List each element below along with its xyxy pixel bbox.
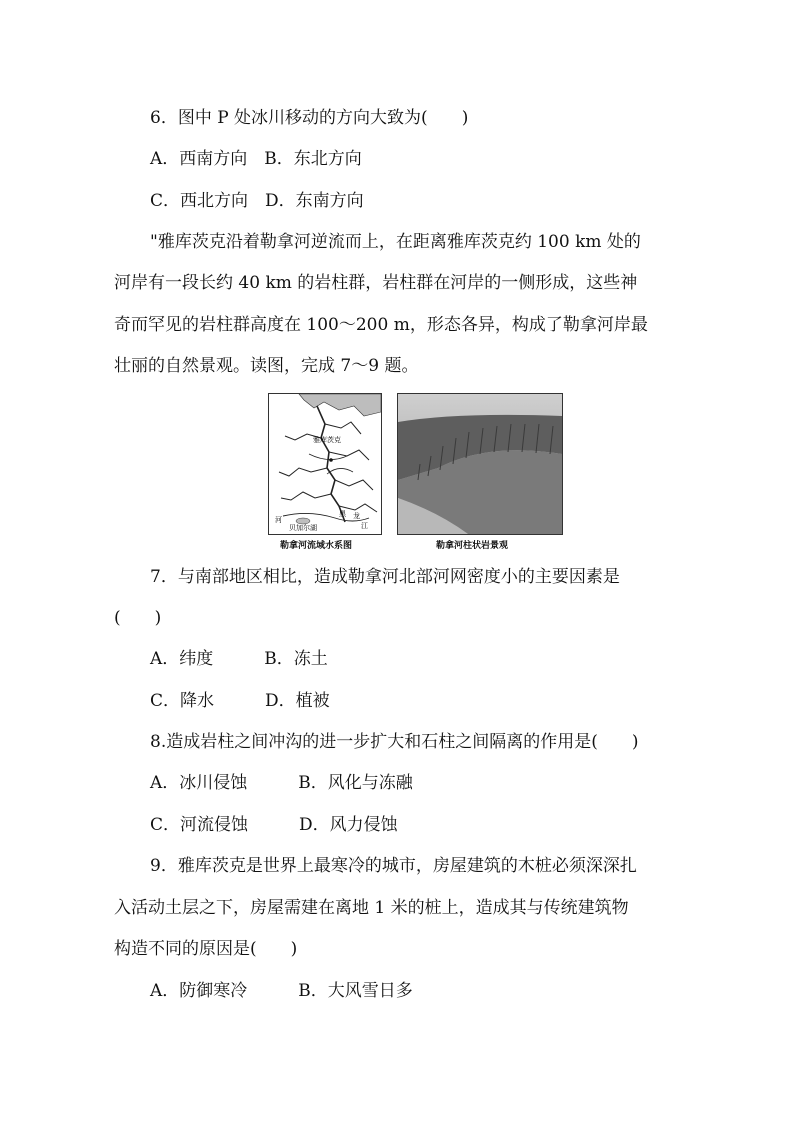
pillar-landscape-photo — [398, 394, 562, 534]
q6-stem: 6．图中 P 处冰川移动的方向大致为( ) — [150, 108, 469, 128]
q9-stem-line-3: 构造不同的原因是( ) — [114, 939, 298, 959]
passage-line-4: 壮丽的自然景观。读图，完成 7～9 题。 — [114, 356, 419, 376]
q8-options-cd: C．河流侵蚀 D．风力侵蚀 — [150, 815, 398, 835]
q9-options-ab: A．防御寒冷 B．大风雪日多 — [150, 981, 413, 1001]
map-label-hei: 黑 — [339, 510, 346, 518]
q7-options-ab: A．纬度 B．冻土 — [150, 649, 328, 669]
q7-stem-line-1: 7．与南部地区相比，造成勒拿河北部河网密度小的主要因素是 — [150, 567, 620, 587]
passage-line-3: 奇而罕见的岩柱群高度在 100～200 m，形态各异，构成了勒拿河岸最 — [114, 315, 648, 335]
map-label-jiang: 江 — [361, 522, 368, 530]
q8-options-ab: A．冰川侵蚀 B．风化与冻融 — [150, 773, 413, 793]
map-label-lake: 贝加尔湖 — [289, 524, 317, 532]
river-network-map — [269, 394, 381, 534]
map-label-river-left: 河 — [275, 516, 282, 524]
q6-options-cd: C．西北方向 D．东南方向 — [150, 191, 364, 211]
q9-stem-line-1: 9．雅库茨克是世界上最寒冷的城市，房屋建筑的木桩必须深深扎 — [150, 856, 637, 876]
map-caption: 勒拿河流域水系图 — [280, 541, 353, 551]
map-label-city: 雅库茨克 — [313, 436, 341, 444]
passage-line-2: 河岸有一段长约 40 km 的岩柱群，岩柱群在河岸的一侧形成，这些神 — [114, 273, 638, 293]
q6-options-ab: A．西南方向 B．东北方向 — [150, 149, 362, 169]
q9-stem-line-2: 入活动土层之下，房屋需建在离地 1 米的桩上，造成其与传统建筑物 — [114, 898, 629, 918]
rock-pillar-photo — [397, 393, 563, 535]
q7-stem-line-2: ( ) — [114, 608, 162, 628]
q7-options-cd: C．降水 D．植被 — [150, 691, 330, 711]
map-label-long: 龙 — [353, 512, 360, 520]
q8-stem: 8.造成岩柱之间冲沟的进一步扩大和石柱之间隔离的作用是( ) — [150, 732, 639, 752]
passage-line-1: "雅库茨克沿着勒拿河逆流而上，在距离雅库茨克约 100 km 处的 — [150, 232, 641, 252]
figure-group — [268, 393, 568, 553]
city-dot — [329, 458, 333, 462]
photo-caption: 勒拿河柱状岩景观 — [436, 541, 509, 551]
lena-river-map — [268, 393, 382, 535]
